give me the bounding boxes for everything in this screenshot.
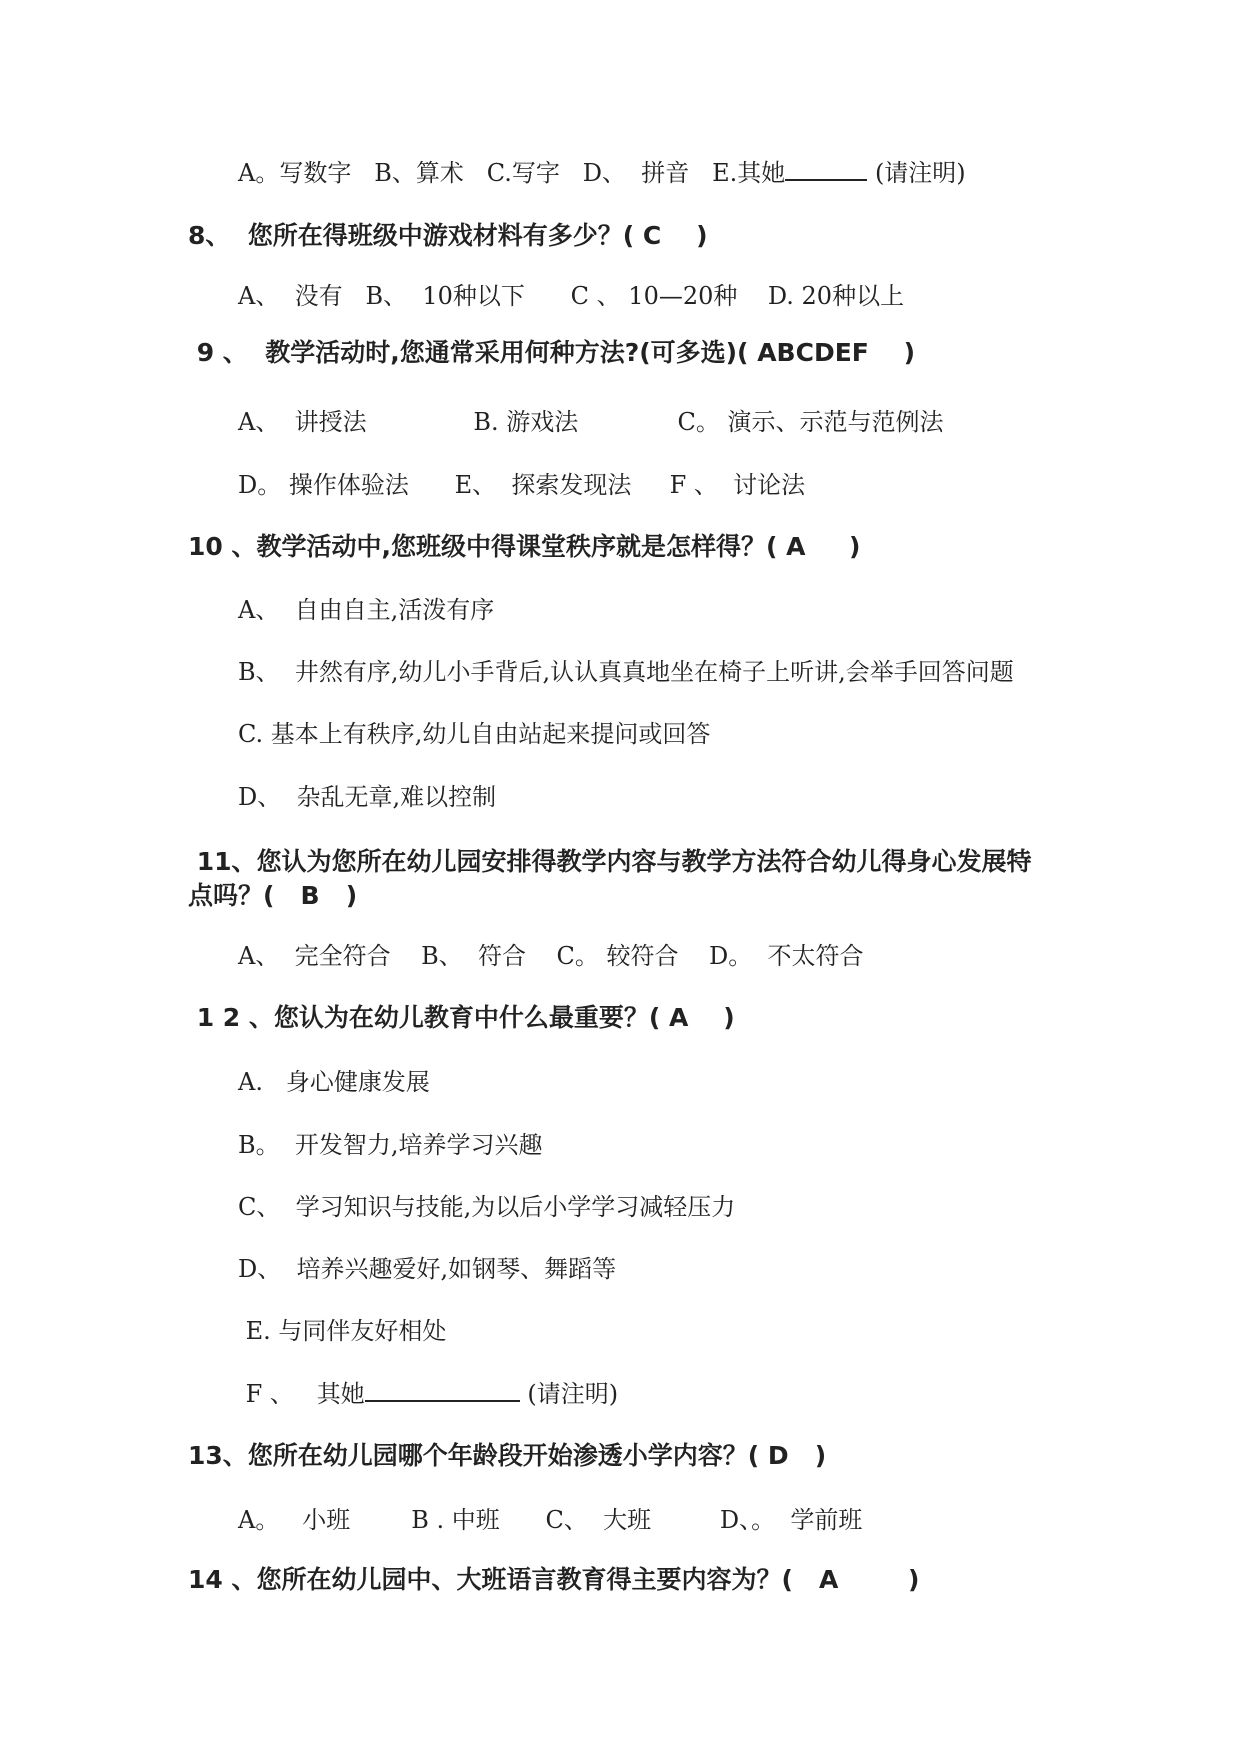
question-8: 8、 您所在得班级中游戏材料有多少？( C ): [188, 221, 708, 250]
q9-options-row-2: D。 操作体验法 E、 探索发现法 F 、 讨论法: [238, 471, 806, 499]
question-11-line-1: 11、您认为您所在幼儿园安排得教学内容与教学方法符合幼儿得身心发展特: [188, 847, 1032, 876]
q13-options: A。 小班 B . 中班 C、 大班 D、。 学前班: [238, 1506, 863, 1534]
fill-in-blank: [785, 159, 867, 181]
option-text: A。写数字 B、算术 C.写字 D、 拼音 E.其她: [238, 159, 786, 187]
question-10: 10 、教学活动中,您班级中得课堂秩序就是怎样得？( A ): [188, 532, 861, 561]
q7-options: [238, 153, 966, 188]
q10-option-b: B、 井然有序,幼儿小手背后,认认真真地坐在椅子上听讲,会举手回答问题: [238, 658, 1014, 686]
q8-options: A、 没有 B、 10种以下 C 、 10—20种 D. 20种以上: [238, 282, 905, 310]
q10-option-a: A、 自由自主,活泼有序: [238, 596, 495, 624]
question-11-line-2: 点吗？( B ): [188, 881, 358, 910]
q11-options: A、 完全符合 B、 符合 C。 较符合 D。 不太符合: [238, 942, 864, 970]
note-text: (请注明): [867, 159, 966, 187]
q12-option-f: [238, 1374, 618, 1409]
note-text: (请注明): [519, 1380, 619, 1408]
q12-option-c: C、 学习知识与技能,为以后小学学习减轻压力: [238, 1193, 736, 1221]
fill-in-blank: [365, 1380, 520, 1402]
question-14: 14 、您所在幼儿园中、大班语言教育得主要内容为？( A ): [188, 1565, 920, 1594]
q12-option-b: B。 开发智力,培养学习兴趣: [238, 1131, 543, 1159]
q10-option-d: D、 杂乱无章,难以控制: [238, 783, 497, 811]
question-12: 1 2 、您认为在幼儿教育中什么最重要？( A ): [188, 1003, 735, 1032]
q12-option-d: D、 培养兴趣爱好,如钢琴、舞蹈等: [238, 1255, 617, 1283]
question-9: 9 、 教学活动时,您通常采用何种方法?(可多选)( ABCDEF ): [188, 338, 916, 367]
q9-options-row-1: A、 讲授法 B. 游戏法 C。 演示、示范与范例法: [238, 408, 944, 436]
q10-option-c: C. 基本上有秩序,幼儿自由站起来提问或回答: [238, 720, 711, 748]
question-13: 13、您所在幼儿园哪个年龄段开始渗透小学内容？( D ): [188, 1441, 827, 1470]
q12-option-e: E. 与同伴友好相处: [238, 1317, 447, 1345]
option-text: F 、 其她: [238, 1380, 365, 1408]
q12-option-a: A. 身心健康发展: [238, 1068, 430, 1096]
